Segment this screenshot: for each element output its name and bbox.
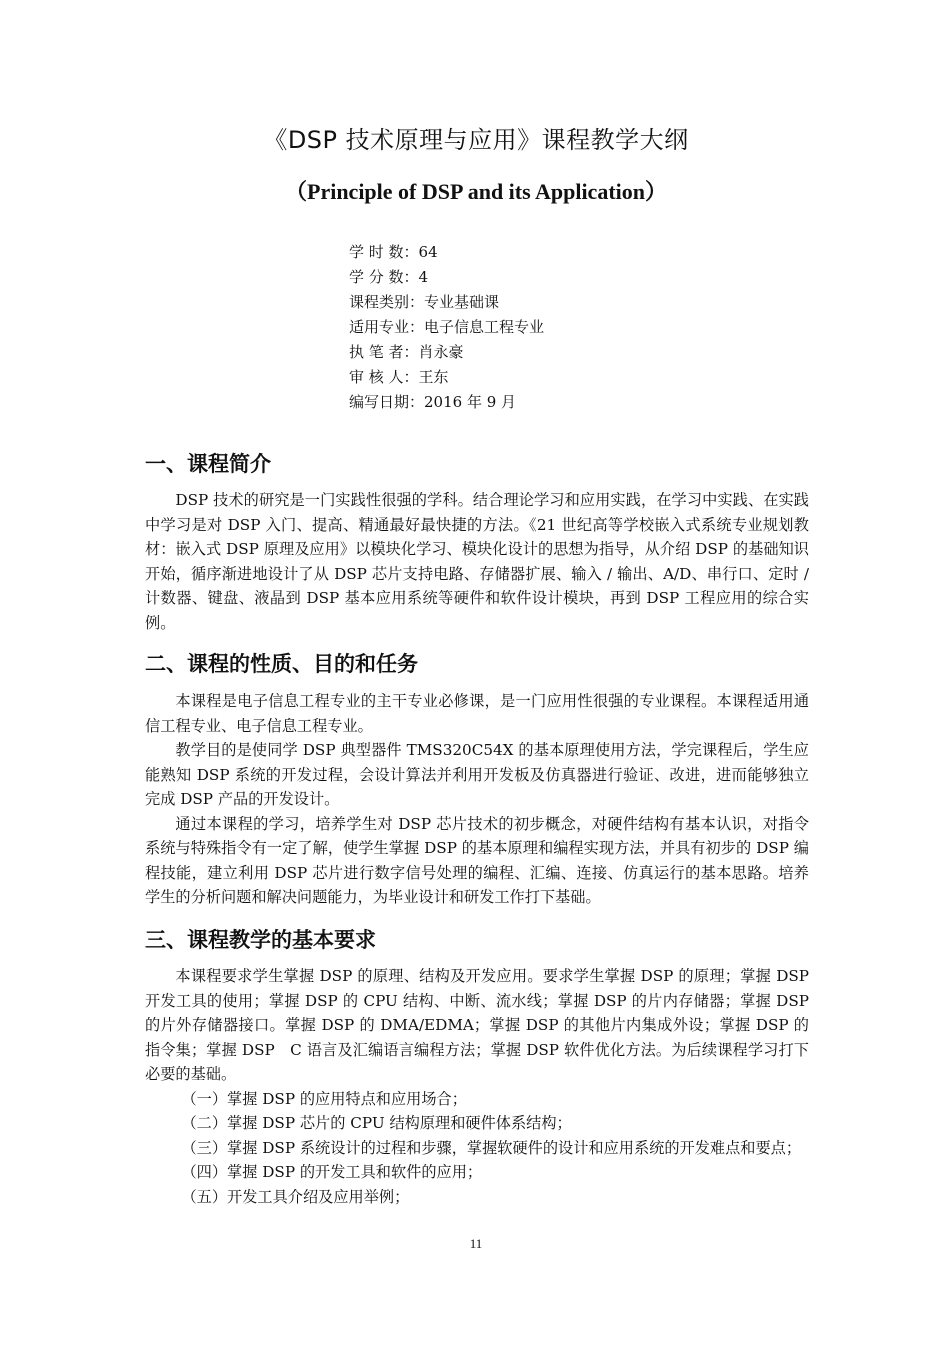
list-item: （四）掌握 DSP 的开发工具和软件的应用；: [181, 1163, 483, 1181]
course-meta-block: [349, 240, 544, 415]
paragraph: DSP 技术的研究是一门实践性很强的学科。结合理论学习和应用实践，在学习中实践、在实践中学习是对 DSP 入门、提高、精通最好最快捷的方法。《21 世纪高等学校嵌入式系统专业规划教材：嵌入式 DSP 原理及应用》以模块化学习、模块化设计的思想为指导，从介绍 DSP 的基础知识开始，循序渐进地设计了从 DSP 芯片支持电路、存储器扩展、输入 / 输出、A/D、串行口、定时 / 计数器、键盘、液晶到 DSP 基本应用系统等硬件和软件设计模块，再到 DSP 工程应用的综合实例。: [145, 491, 809, 632]
meta-credits: 学 分 数：4: [349, 268, 429, 286]
meta-reviewer: 审 核 人：王东: [349, 368, 449, 386]
section-heading-requirements: 三、课程教学的基本要求: [145, 928, 376, 952]
list-item: （一）掌握 DSP 的应用特点和应用场合；: [181, 1089, 467, 1108]
paragraph: 教学目的是使同学 DSP 典型器件 TMS320C54X 的基本原理使用方法，学完课程后，学生应能熟知 DSP 系统的开发过程，会设计算法并利用开发板及仿真器进行验证、改进，进而能够独立完成 DSP 产品的开发设计。: [145, 741, 809, 808]
paragraph: 本课程是电子信息工程专业的主干专业必修课，是一门应用性很强的专业课程。本课程适用通信工程专业、电子信息工程专业。: [145, 692, 809, 735]
paragraph: 通过本课程的学习，培养学生对 DSP 芯片技术的初步概念，对硬件结构有基本认识，对指令系统与特殊指令有一定了解，使学生掌握 DSP 的基本原理和编程实现方法，并具有初步的 DSP 编程技能，建立利用 DSP 芯片进行数字信号处理的编程、汇编、连接、仿真运行的基本思路。培养学生的分析问题和解决问题能力，为毕业设计和研发工作打下基础。: [145, 814, 809, 906]
meta-date: 编写日期：2016 年 9 月: [349, 393, 517, 411]
meta-category: 课程类别：专业基础课: [349, 293, 500, 311]
page-number: 11: [469, 1236, 483, 1251]
list-item: （二）掌握 DSP 芯片的 CPU 结构原理和硬件体系结构；: [181, 1114, 572, 1132]
section-heading-nature: 二、课程的性质、目的和任务: [145, 652, 418, 676]
document-title: 《DSP 技术原理与应用》课程教学大纲: [263, 126, 689, 154]
meta-major: 适用专业：电子信息工程专业: [349, 318, 545, 336]
section-heading-intro: 一、课程简介: [145, 452, 271, 476]
meta-hours: 学 时 数：64: [349, 243, 438, 261]
meta-author: 执 笔 者：肖永豪: [349, 343, 464, 361]
section-body-intro: [145, 488, 809, 635]
list-item: （三）掌握 DSP 系统设计的过程和步骤，掌握软硬件的设计和应用系统的开发难点和要点；: [181, 1138, 802, 1157]
section-body-nature: [145, 689, 809, 910]
paragraph: 本课程要求学生掌握 DSP 的原理、结构及开发应用。要求学生掌握 DSP 的原理；掌握 DSP 开发工具的使用；掌握 DSP 的 CPU 结构、中断、流水线；掌握 DSP 的片内存储器；掌握 DSP 的片外存储器接口。掌握 DSP 的 DMA/EDMA；掌握 DSP 的其他片内集成外设；掌握 DSP 的指令集；掌握 DSP C 语言及汇编语言编程方法；掌握 DSP 软件优化方法。为后续课程学习打下必要的基础。: [145, 967, 809, 1083]
document-subtitle: （Principle of DSP and its Application）: [285, 179, 667, 204]
section-body-requirements: [145, 964, 809, 1209]
list-item: （五）开发工具介绍及应用举例；: [181, 1187, 410, 1206]
